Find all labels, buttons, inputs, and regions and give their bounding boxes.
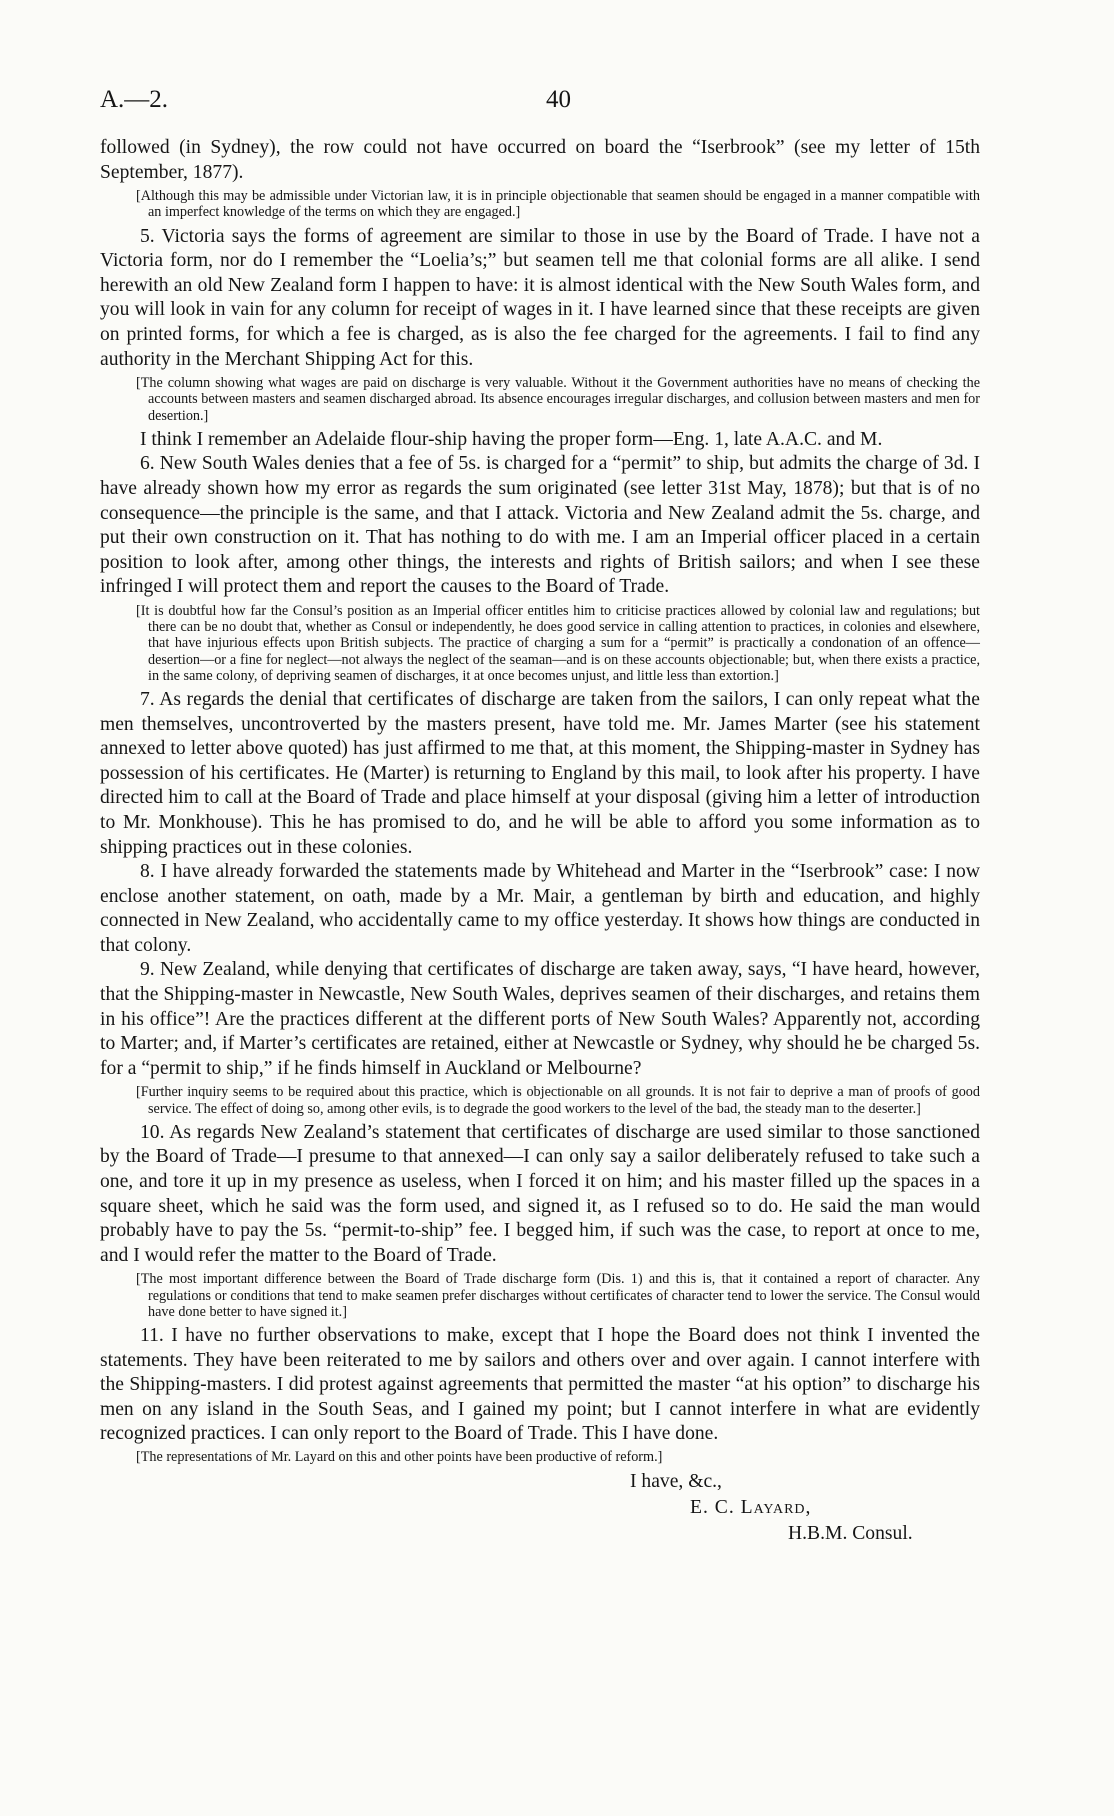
paragraph-10: 10. As regards New Zealand’s statement that certificates of discharge are used similar to those sanctioned by the Board of Trade—I presume to that annexed—I can only say a sailor deliberately refused to take such a one, and tore it up in my presence as useless, when I forced it on him; and his master filled up the spaces in a square sheet, which he said was the form used, and signed it, as I refused so to do. He said the man would probably have to pay the 5s. “permit-to-ship” fee. I begged him, if such was the case, to report at once to me, and I would refer the matter to the Board of Trade. xyxy=(100,1121,980,1266)
bracketed-note: [The column showing what wages are paid on discharge is very valuable. Without it the Government authorities have no means of checking the accounts between masters and seamen discharged abroad. Its absence encourages irregular discharges, and collusion between masters and men for desertion.] xyxy=(136,375,980,424)
bracketed-note: [The most important difference between the Board of Trade discharge form (Dis. 1) and this is, that it contained a report of character. Any regulations or conditions that tend to make seamen prefer discharges without certificates of character tend to lower the service. The Consul would have done better to have signed it.] xyxy=(136,1271,980,1320)
bracketed-note: [Further inquiry seems to be required about this practice, which is objectionable on all grounds. It is not fair to deprive a man of proofs of good service. The effect of doing so, among other evils, is to degrade the good workers to the level of the bad, the steady man to the deserter.] xyxy=(136,1084,980,1117)
paragraph-7: 7. As regards the denial that certificates of discharge are taken from the sailors, I can only repeat what the men themselves, uncontroverted by the masters present, have told me. Mr. James Marter (see his statement annexed to letter above quoted) has just affirmed to me that, at this moment, the Shipping-master in Sydney has possession of his certificates. He (Marter) is returning to England by this mail, to look after his property. I have directed him to call at the Board of Trade and place himself at your disposal (giving him a letter of introduction to Mr. Monkhouse). This he has promised to do, and he will be able to afford you some information as to shipping practices out in these colonies. xyxy=(100,688,980,858)
page-number: 40 xyxy=(546,86,571,113)
paragraph-5-continued: I think I remember an Adelaide flour-ship having the proper form—Eng. 1, late A.A.C. and M. xyxy=(140,428,883,450)
paragraph-continuation: followed (in Sydney), the row could not have occurred on board the “Iserbrook” (see my letter of 15th September, 1877). xyxy=(100,137,980,183)
section-reference: A.—2. xyxy=(100,86,169,113)
paragraph-8: 8. I have already forwarded the statements made by Whitehead and Marter in the “Iserbrook” case: I now enclose another statement, on oath, made by a Mr. Mair, a gentleman by birth and education, and highly connected in New Zealand, who accidentally came to my office yesterday. It shows how things are conducted in that colony. xyxy=(100,861,980,956)
bracketed-note: [The representations of Mr. Layard on this and other points have been productive of reform.] xyxy=(136,1448,663,1465)
paragraph-5: 5. Victoria says the forms of agreement are similar to those in use by the Board of Trade. I have not a Victoria form, nor do I remember the “Loelia’s;” but seamen tell me that colonial forms are all alike. I send herewith an old New Zealand form I happen to have: it is almost identical with the New South Wales form, and you will look in vain for any column for receipt of wages in it. I have learned since that these receipts are given on printed forms, for which a fee is charged, as is also the fee charged for the agreements. I fail to find any authority in the Merchant Shipping Act for this. xyxy=(100,225,980,370)
document-body xyxy=(100,136,980,1547)
signature-name: E. C. Layard, xyxy=(690,1497,812,1519)
signature-closing: I have, &c., xyxy=(630,1471,722,1493)
paragraph-9: 9. New Zealand, while denying that certificates of discharge are taken away, says, “I have heard, however, that the Shipping-master in Newcastle, New South Wales, deprives seamen of their discharges, and retains them in his office”! Are the practices different at the different ports of New South Wales? Apparently not, according to Marter; and, if Marter’s certificates are retained, either at Newcastle or Sydney, why should he be charged 5s. for a “permit to ship,” if he finds himself in Auckland or Melbourne? xyxy=(100,959,980,1079)
paragraph-11: 11. I have no further observations to make, except that I hope the Board does not think I invented the statements. They have been reiterated to me by sailors and others over and over again. I cannot interfere with the Shipping-masters. I did protest against agreements that permitted the master “at his option” to discharge his men on any island in the South Seas, and I gained my point; but I cannot interfere in what are evidently recognized practices. I can only report to the Board of Trade. This I have done. xyxy=(100,1325,980,1445)
page-header xyxy=(100,86,980,116)
bracketed-note: [Although this may be admissible under Victorian law, it is in principle objectionable that seamen should be engaged in a manner compatible with an imperfect knowledge of the terms on which they are engaged.] xyxy=(136,188,980,221)
signature-title: H.B.M. Consul. xyxy=(788,1523,913,1545)
paragraph-6: 6. New South Wales denies that a fee of 5s. is charged for a “permit” to ship, but admits the charge of 3d. I have already shown how my error as regards the sum originated (see letter 31st May, 1878); but that is of no consequence—the principle is the same, and that I attack. Victoria and New Zealand admit the 5s. charge, and put their own construction on it. That has nothing to do with me. I am an Imperial officer placed in a certain position to look after, among other things, the interests and rights of British sailors; and when I see these infringed I will protect them and report the causes to the Board of Trade. xyxy=(100,453,980,598)
bracketed-note: [It is doubtful how far the Consul’s position as an Imperial officer entitles him to criticise practices allowed by colonial law and regulations; but there can be no doubt that, whether as Consul or independently, he does good service in calling attention to practices, in colonies and elsewhere, that have injurious effects upon British subjects. The practice of charging a sum for a “permit” is practically a condonation of an offence—desertion—or a fine for neglect—not always the neglect of the seaman—and is on these accounts objectionable; but, when there exists a practice, in the same colony, of depriving seamen of discharges, it at once becomes unjust, and little less than extortion.] xyxy=(136,602,980,684)
